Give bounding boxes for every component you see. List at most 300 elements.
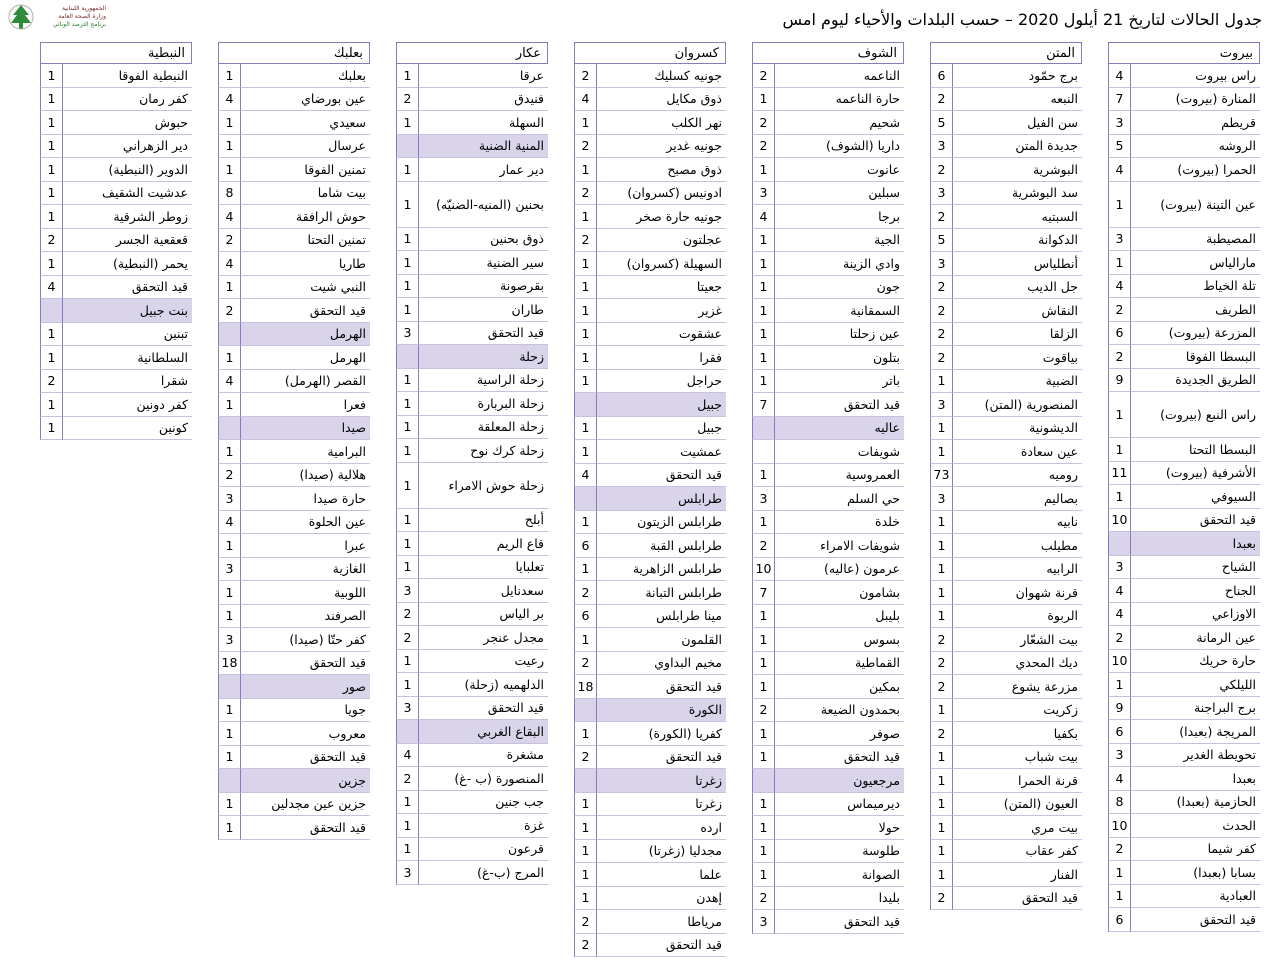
case-count: 1	[574, 323, 596, 347]
case-count: 3	[930, 487, 952, 511]
case-count: 1	[396, 509, 418, 533]
town-name: بكفيا	[952, 722, 1082, 746]
town-row	[574, 299, 726, 323]
town-row	[752, 440, 904, 464]
town-name: طرابلس	[596, 487, 726, 511]
town-row	[574, 628, 726, 652]
case-count: 1	[218, 111, 240, 135]
town-name: قيد التحقق	[240, 652, 370, 676]
town-row	[218, 205, 370, 229]
town-name: بعبدا	[1130, 767, 1260, 791]
town-name: تمنين التحتا	[240, 229, 370, 253]
sub-district-row	[40, 299, 192, 323]
town-row	[1108, 392, 1260, 438]
town-name: طاريا	[240, 252, 370, 276]
case-count: 1	[40, 111, 62, 135]
town-row	[1108, 275, 1260, 299]
town-name: بعلبك	[240, 64, 370, 88]
case-count: 9	[1108, 697, 1130, 721]
case-count: 3	[396, 697, 418, 721]
town-name: تمنين الفوقا	[240, 158, 370, 182]
town-name: بليبل	[774, 605, 904, 629]
case-count: 1	[574, 628, 596, 652]
case-count: 1	[752, 276, 774, 300]
case-count: 4	[1108, 579, 1130, 603]
case-count: 2	[1108, 838, 1130, 862]
case-count: 1	[396, 463, 418, 509]
case-count: 6	[1108, 322, 1130, 346]
case-count: 1	[396, 392, 418, 416]
town-name: قرنة شهوان	[952, 581, 1082, 605]
town-name: النبطية الفوقا	[62, 64, 192, 88]
town-row	[930, 370, 1082, 394]
case-count: 2	[930, 299, 952, 323]
case-count: 1	[396, 251, 418, 275]
town-name: تبنين	[62, 323, 192, 347]
town-row	[930, 440, 1082, 464]
case-count: 5	[930, 229, 952, 253]
town-row	[218, 158, 370, 182]
case-count: 1	[396, 182, 418, 228]
town-row	[40, 182, 192, 206]
town-row	[396, 182, 548, 228]
town-row	[752, 887, 904, 911]
town-name: سير الضنية	[418, 251, 548, 275]
town-name: غزة	[418, 814, 548, 838]
case-count: 1	[930, 534, 952, 558]
town-name: زوطر الشرقية	[62, 205, 192, 229]
town-name: البسطا التحتا	[1130, 438, 1260, 462]
sub-district-row	[218, 769, 370, 793]
town-name: طرابلس التبانة	[596, 581, 726, 605]
town-row	[40, 370, 192, 394]
case-count: 2	[930, 887, 952, 911]
town-row	[574, 252, 726, 276]
case-count: 2	[930, 276, 952, 300]
case-count: 2	[752, 111, 774, 135]
town-name: دير الزهراني	[62, 135, 192, 159]
town-name: بنت جبيل	[62, 299, 192, 323]
town-name: زحلة البربارة	[418, 392, 548, 416]
town-name: أنطلياس	[952, 252, 1082, 276]
town-row	[574, 675, 726, 699]
town-row	[752, 182, 904, 206]
town-row	[930, 111, 1082, 135]
town-row	[1108, 135, 1260, 159]
district-column	[752, 42, 904, 934]
town-name: السلطانية	[62, 346, 192, 370]
case-count: 2	[574, 182, 596, 206]
case-count: 3	[396, 322, 418, 346]
town-name: مجدليا (زغرتا)	[596, 840, 726, 864]
case-count: 3	[396, 579, 418, 603]
case-count: 1	[574, 417, 596, 441]
case-count: 1	[752, 229, 774, 253]
town-row	[752, 346, 904, 370]
town-name: الطريق الجديدة	[1130, 369, 1260, 393]
town-row	[1108, 767, 1260, 791]
case-count: 1	[218, 393, 240, 417]
town-row	[574, 111, 726, 135]
case-count: 1	[218, 581, 240, 605]
town-row	[752, 840, 904, 864]
town-name: حارة الناعمه	[774, 88, 904, 112]
town-row	[930, 135, 1082, 159]
town-row	[40, 88, 192, 112]
town-row	[930, 793, 1082, 817]
town-name: المنصورية (المتن)	[952, 393, 1082, 417]
town-name: قعقعية الجسر	[62, 229, 192, 253]
town-row	[218, 299, 370, 323]
town-name: ديك المحدي	[952, 652, 1082, 676]
town-row	[218, 605, 370, 629]
district-header: عكار	[396, 42, 548, 64]
town-row	[574, 793, 726, 817]
town-name: قيد التحقق	[774, 910, 904, 934]
case-count: 10	[1108, 509, 1130, 533]
town-name: جونيه حارة صخر	[596, 205, 726, 229]
town-row	[218, 370, 370, 394]
town-row	[574, 934, 726, 958]
town-row	[930, 182, 1082, 206]
town-name: القصر (الهرمل)	[240, 370, 370, 394]
case-count: 1	[574, 511, 596, 535]
town-row	[574, 605, 726, 629]
case-count: 2	[396, 626, 418, 650]
town-row	[218, 276, 370, 300]
town-row	[574, 863, 726, 887]
case-count: 1	[40, 346, 62, 370]
case-count: 1	[396, 814, 418, 838]
case-count: 1	[1108, 392, 1130, 438]
case-count: 1	[396, 111, 418, 135]
town-name: المزرعة (بيروت)	[1130, 322, 1260, 346]
case-count	[574, 699, 596, 723]
case-count: 1	[930, 558, 952, 582]
town-name: مطيلب	[952, 534, 1082, 558]
case-count: 2	[396, 603, 418, 627]
cedar-icon	[8, 3, 34, 31]
town-name: الأشرفية (بيروت)	[1130, 462, 1260, 486]
town-name: بتلون	[774, 346, 904, 370]
case-count: 3	[930, 135, 952, 159]
case-count: 1	[40, 252, 62, 276]
town-row	[752, 323, 904, 347]
case-count: 1	[40, 88, 62, 112]
case-count	[218, 769, 240, 793]
town-row	[574, 581, 726, 605]
logo-text	[34, 5, 106, 29]
case-count: 2	[1108, 626, 1130, 650]
district-column	[40, 42, 192, 440]
case-count: 1	[396, 439, 418, 463]
case-count	[752, 769, 774, 793]
town-name: السهلة	[418, 111, 548, 135]
town-row	[218, 793, 370, 817]
town-name: الكورة	[596, 699, 726, 723]
town-row	[1108, 345, 1260, 369]
town-row	[574, 722, 726, 746]
town-row	[752, 487, 904, 511]
town-row	[574, 511, 726, 535]
town-name: الديشونية	[952, 417, 1082, 441]
case-count: 4	[218, 370, 240, 394]
case-count: 1	[752, 605, 774, 629]
town-name: حارة صيدا	[240, 487, 370, 511]
town-row	[930, 887, 1082, 911]
town-name: بشامون	[774, 581, 904, 605]
town-name: روميه	[952, 464, 1082, 488]
town-name: مزرعة يشوع	[952, 675, 1082, 699]
town-row	[574, 464, 726, 488]
case-count: 3	[752, 910, 774, 934]
case-count: 1	[396, 838, 418, 862]
town-name: كونين	[62, 417, 192, 441]
case-count: 6	[574, 534, 596, 558]
case-count	[1108, 532, 1130, 556]
town-row	[930, 346, 1082, 370]
town-row	[1108, 251, 1260, 275]
town-row	[218, 440, 370, 464]
town-row	[396, 275, 548, 299]
case-count: 2	[1108, 345, 1130, 369]
town-row	[1108, 720, 1260, 744]
town-name: بياقوت	[952, 346, 1082, 370]
case-count: 1	[396, 158, 418, 182]
town-row	[752, 863, 904, 887]
town-row	[218, 135, 370, 159]
case-count: 1	[396, 416, 418, 440]
town-row	[752, 393, 904, 417]
town-name: تلة الخياط	[1130, 275, 1260, 299]
case-count: 1	[218, 793, 240, 817]
town-row	[218, 534, 370, 558]
town-row	[396, 744, 548, 768]
town-row	[218, 64, 370, 88]
case-count: 1	[930, 793, 952, 817]
town-name: مرياطا	[596, 910, 726, 934]
town-name: الشياح	[1130, 556, 1260, 580]
case-count: 2	[930, 323, 952, 347]
town-row	[396, 416, 548, 440]
district-header: المتن	[930, 42, 1082, 64]
town-row	[1108, 438, 1260, 462]
town-row	[1108, 579, 1260, 603]
sub-district-row	[574, 393, 726, 417]
town-row	[930, 393, 1082, 417]
town-name: شحيم	[774, 111, 904, 135]
town-row	[574, 370, 726, 394]
town-name: يحمر (النبطية)	[62, 252, 192, 276]
sub-district-row	[396, 345, 548, 369]
case-count: 4	[218, 205, 240, 229]
town-row	[396, 158, 548, 182]
district-column	[396, 42, 548, 885]
town-name: قريطم	[1130, 111, 1260, 135]
town-row	[40, 276, 192, 300]
town-name: بيت الشعّار	[952, 628, 1082, 652]
town-name: سعيدي	[240, 111, 370, 135]
case-count: 1	[752, 88, 774, 112]
town-row	[396, 791, 548, 815]
case-count: 1	[396, 556, 418, 580]
town-name: العبادية	[1130, 885, 1260, 909]
case-count: 2	[930, 652, 952, 676]
town-name: القماطية	[774, 652, 904, 676]
town-row	[1108, 814, 1260, 838]
town-name: طلوسة	[774, 840, 904, 864]
case-count: 4	[218, 252, 240, 276]
town-name: الحدث	[1130, 814, 1260, 838]
case-count: 1	[574, 840, 596, 864]
town-name: بسابا (بعبدا)	[1130, 861, 1260, 885]
case-count: 1	[752, 746, 774, 770]
town-name: السبتيه	[952, 205, 1082, 229]
town-name: داريا (الشوف)	[774, 135, 904, 159]
town-name: جعيتا	[596, 276, 726, 300]
case-count: 1	[396, 228, 418, 252]
town-name: الربوة	[952, 605, 1082, 629]
town-name: عين بورضاي	[240, 88, 370, 112]
case-count: 1	[218, 534, 240, 558]
town-row	[396, 369, 548, 393]
case-count: 2	[574, 652, 596, 676]
case-count: 2	[752, 699, 774, 723]
case-count: 2	[218, 464, 240, 488]
town-name: البسطا الفوقا	[1130, 345, 1260, 369]
case-count	[218, 323, 240, 347]
town-name: طرابلس الزاهرية	[596, 558, 726, 582]
town-name: إهدن	[596, 887, 726, 911]
town-name: جونيه كسليك	[596, 64, 726, 88]
town-name: بحنين (المنيه-الضنيّه)	[418, 182, 548, 228]
town-name: جبيل	[596, 417, 726, 441]
town-name: المصيطبة	[1130, 228, 1260, 252]
case-count: 1	[574, 722, 596, 746]
town-name: المرج (ب-غ)	[418, 861, 548, 885]
case-count: 1	[218, 722, 240, 746]
sub-district-row	[1108, 532, 1260, 556]
town-name: السمقانية	[774, 299, 904, 323]
town-row	[218, 511, 370, 535]
case-count: 1	[574, 205, 596, 229]
case-count: 1	[574, 863, 596, 887]
town-name: المريجة (بعبدا)	[1130, 720, 1260, 744]
town-row	[396, 111, 548, 135]
town-row	[930, 675, 1082, 699]
town-row	[396, 228, 548, 252]
town-name: قيد التحقق	[418, 322, 548, 346]
town-row	[40, 417, 192, 441]
town-row	[930, 746, 1082, 770]
town-row	[752, 205, 904, 229]
town-name: جزين عين مجدلين	[240, 793, 370, 817]
town-row	[1108, 228, 1260, 252]
town-row	[930, 628, 1082, 652]
town-name: تعلبايا	[418, 556, 548, 580]
town-row	[40, 252, 192, 276]
town-row	[752, 88, 904, 112]
town-row	[218, 652, 370, 676]
case-count: 2	[930, 158, 952, 182]
town-name: عين الرمانة	[1130, 626, 1260, 650]
town-row	[1108, 791, 1260, 815]
town-name: بحمدون الضيعة	[774, 699, 904, 723]
district-header: كسروان	[574, 42, 726, 64]
town-row	[752, 252, 904, 276]
town-name: عرسال	[240, 135, 370, 159]
town-row	[396, 626, 548, 650]
town-name: الروشه	[1130, 135, 1260, 159]
case-count: 7	[752, 581, 774, 605]
case-count	[752, 440, 774, 464]
case-count: 2	[574, 746, 596, 770]
town-row	[930, 840, 1082, 864]
case-count: 1	[1108, 673, 1130, 697]
town-row	[574, 229, 726, 253]
town-row	[218, 816, 370, 840]
town-name: البوشرية	[952, 158, 1082, 182]
case-count	[752, 417, 774, 441]
town-name: عجلتون	[596, 229, 726, 253]
town-row	[396, 579, 548, 603]
town-name: قيد التحقق	[240, 816, 370, 840]
case-count: 1	[574, 299, 596, 323]
town-name: عين الحلوة	[240, 511, 370, 535]
town-name: حوش الرافقة	[240, 205, 370, 229]
town-row	[752, 675, 904, 699]
town-name: المنارة (بيروت)	[1130, 88, 1260, 112]
town-row	[396, 556, 548, 580]
town-name: عرمون (عاليه)	[774, 558, 904, 582]
case-count: 6	[574, 605, 596, 629]
town-name: خلدة	[774, 511, 904, 535]
town-name: جديدة المتن	[952, 135, 1082, 159]
town-name: الليلكي	[1130, 673, 1260, 697]
town-name: باتر	[774, 370, 904, 394]
town-name: جزين	[240, 769, 370, 793]
case-count: 4	[1108, 767, 1130, 791]
case-count: 2	[574, 934, 596, 958]
town-row	[930, 605, 1082, 629]
town-name: زحلة كرك نوح	[418, 439, 548, 463]
case-count: 1	[574, 276, 596, 300]
case-count: 1	[396, 650, 418, 674]
case-count: 3	[218, 628, 240, 652]
town-row	[574, 910, 726, 934]
town-row	[930, 769, 1082, 793]
town-row	[1108, 182, 1260, 228]
town-row	[752, 581, 904, 605]
town-row	[752, 64, 904, 88]
case-count: 3	[1108, 111, 1130, 135]
case-count: 10	[1108, 814, 1130, 838]
case-count: 4	[218, 88, 240, 112]
town-name: بيت شاما	[240, 182, 370, 206]
case-count: 4	[1108, 603, 1130, 627]
case-count: 1	[930, 581, 952, 605]
case-count: 1	[752, 628, 774, 652]
town-name: ذوق مصبح	[596, 158, 726, 182]
case-count: 1	[396, 275, 418, 299]
case-count: 1	[574, 252, 596, 276]
case-count: 1	[574, 440, 596, 464]
town-row	[396, 392, 548, 416]
town-name: زحلة حوش الامراء	[418, 463, 548, 509]
case-count	[396, 345, 418, 369]
sub-district-row	[752, 769, 904, 793]
town-name: الطريف	[1130, 298, 1260, 322]
